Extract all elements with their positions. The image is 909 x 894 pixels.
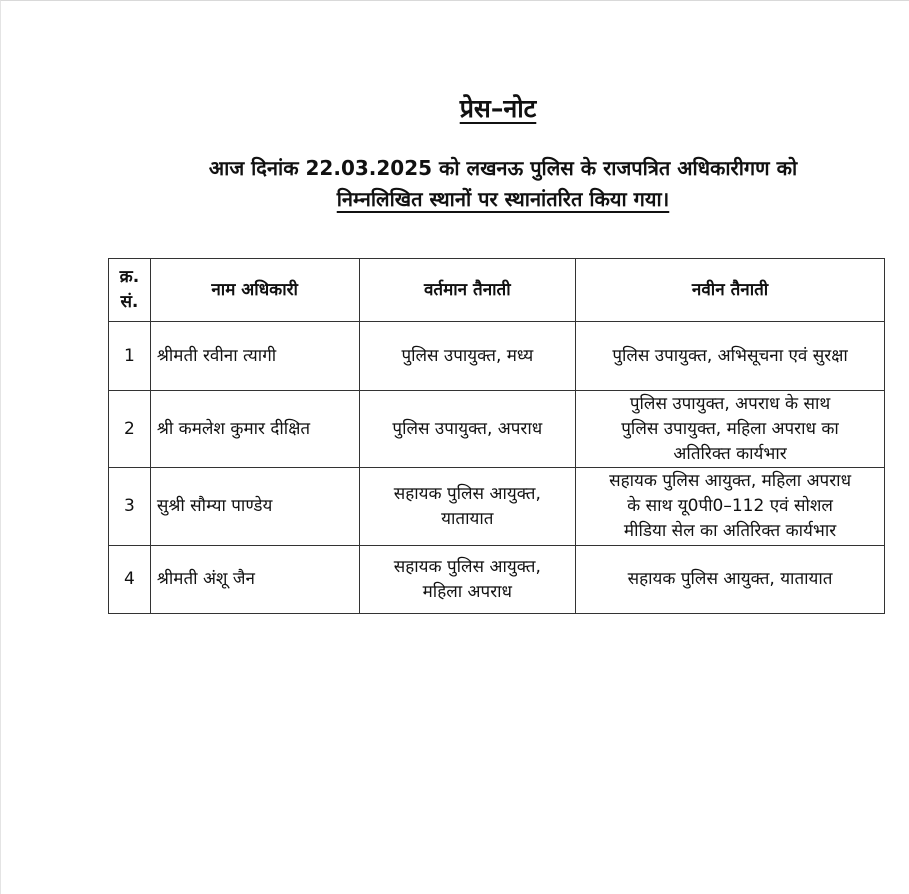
new-posting-line: पुलिस उपायुक्त, अपराध के साथ (629, 393, 831, 414)
row-current-posting: पुलिस उपायुक्त, अपराध (359, 391, 576, 468)
row-new-posting (576, 468, 885, 546)
table-header-row (109, 259, 885, 322)
row-serial-number: 1 (109, 322, 151, 391)
row-current-posting (359, 468, 576, 546)
row-current-posting: पुलिस उपायुक्त, मध्य (359, 322, 576, 391)
row-new-posting: पुलिस उपायुक्त, अभिसूचना एवं सुरक्षा (576, 322, 885, 391)
header-current-posting: वर्तमान तैनाती (359, 259, 576, 322)
current-posting-line: सहायक पुलिस आयुक्त, (393, 556, 541, 577)
intro-line-2: निम्नलिखित स्थानों पर स्थानांतरित किया गया। (336, 187, 670, 211)
intro-paragraph (1, 153, 909, 215)
table-row (109, 546, 885, 614)
header-new-posting: नवीन तैनाती (576, 259, 885, 322)
table-row (109, 391, 885, 468)
row-new-posting: सहायक पुलिस आयुक्त, यातायात (576, 546, 885, 614)
header-serial-number (109, 259, 151, 322)
header-serial-top: क्र. (119, 267, 140, 287)
page-title (1, 91, 909, 125)
header-serial-bottom: सं. (120, 292, 139, 312)
row-current-posting (359, 546, 576, 614)
table-row (109, 322, 885, 391)
header-officer-name: नाम अधिकारी (150, 259, 359, 322)
new-posting-line: मीडिया सेल का अतिरिक्त कार्यभार (623, 521, 837, 541)
intro-line-1: आज दिनांक 22.03.2025 को लखनऊ पुलिस के राजपत्रित अधिकारीगण को (208, 156, 798, 180)
postings-table (108, 258, 885, 614)
title-text: प्रेस–नोट (459, 94, 537, 123)
row-new-posting (576, 391, 885, 468)
new-posting-line: सहायक पुलिस आयुक्त, महिला अपराध (609, 471, 852, 491)
current-posting-line: यातायात (441, 508, 494, 529)
current-posting-line: सहायक पुलिस आयुक्त, (393, 483, 541, 504)
new-posting-line: के साथ यू0पी0–112 एवं सोशल (627, 496, 833, 516)
row-officer-name: श्रीमती रवीना त्यागी (150, 322, 359, 391)
row-officer-name: श्रीमती अंशू जैन (150, 546, 359, 614)
new-posting-line: पुलिस उपायुक्त, महिला अपराध का (621, 418, 839, 439)
current-posting-line: महिला अपराध (422, 581, 513, 602)
new-posting-line: अतिरिक्त कार्यभार (673, 443, 787, 464)
row-officer-name: श्री कमलेश कुमार दीक्षित (150, 391, 359, 468)
row-serial-number: 2 (109, 391, 151, 468)
table-row (109, 468, 885, 546)
row-serial-number: 4 (109, 546, 151, 614)
row-officer-name: सुश्री सौम्या पाण्डेय (150, 468, 359, 546)
row-serial-number: 3 (109, 468, 151, 546)
